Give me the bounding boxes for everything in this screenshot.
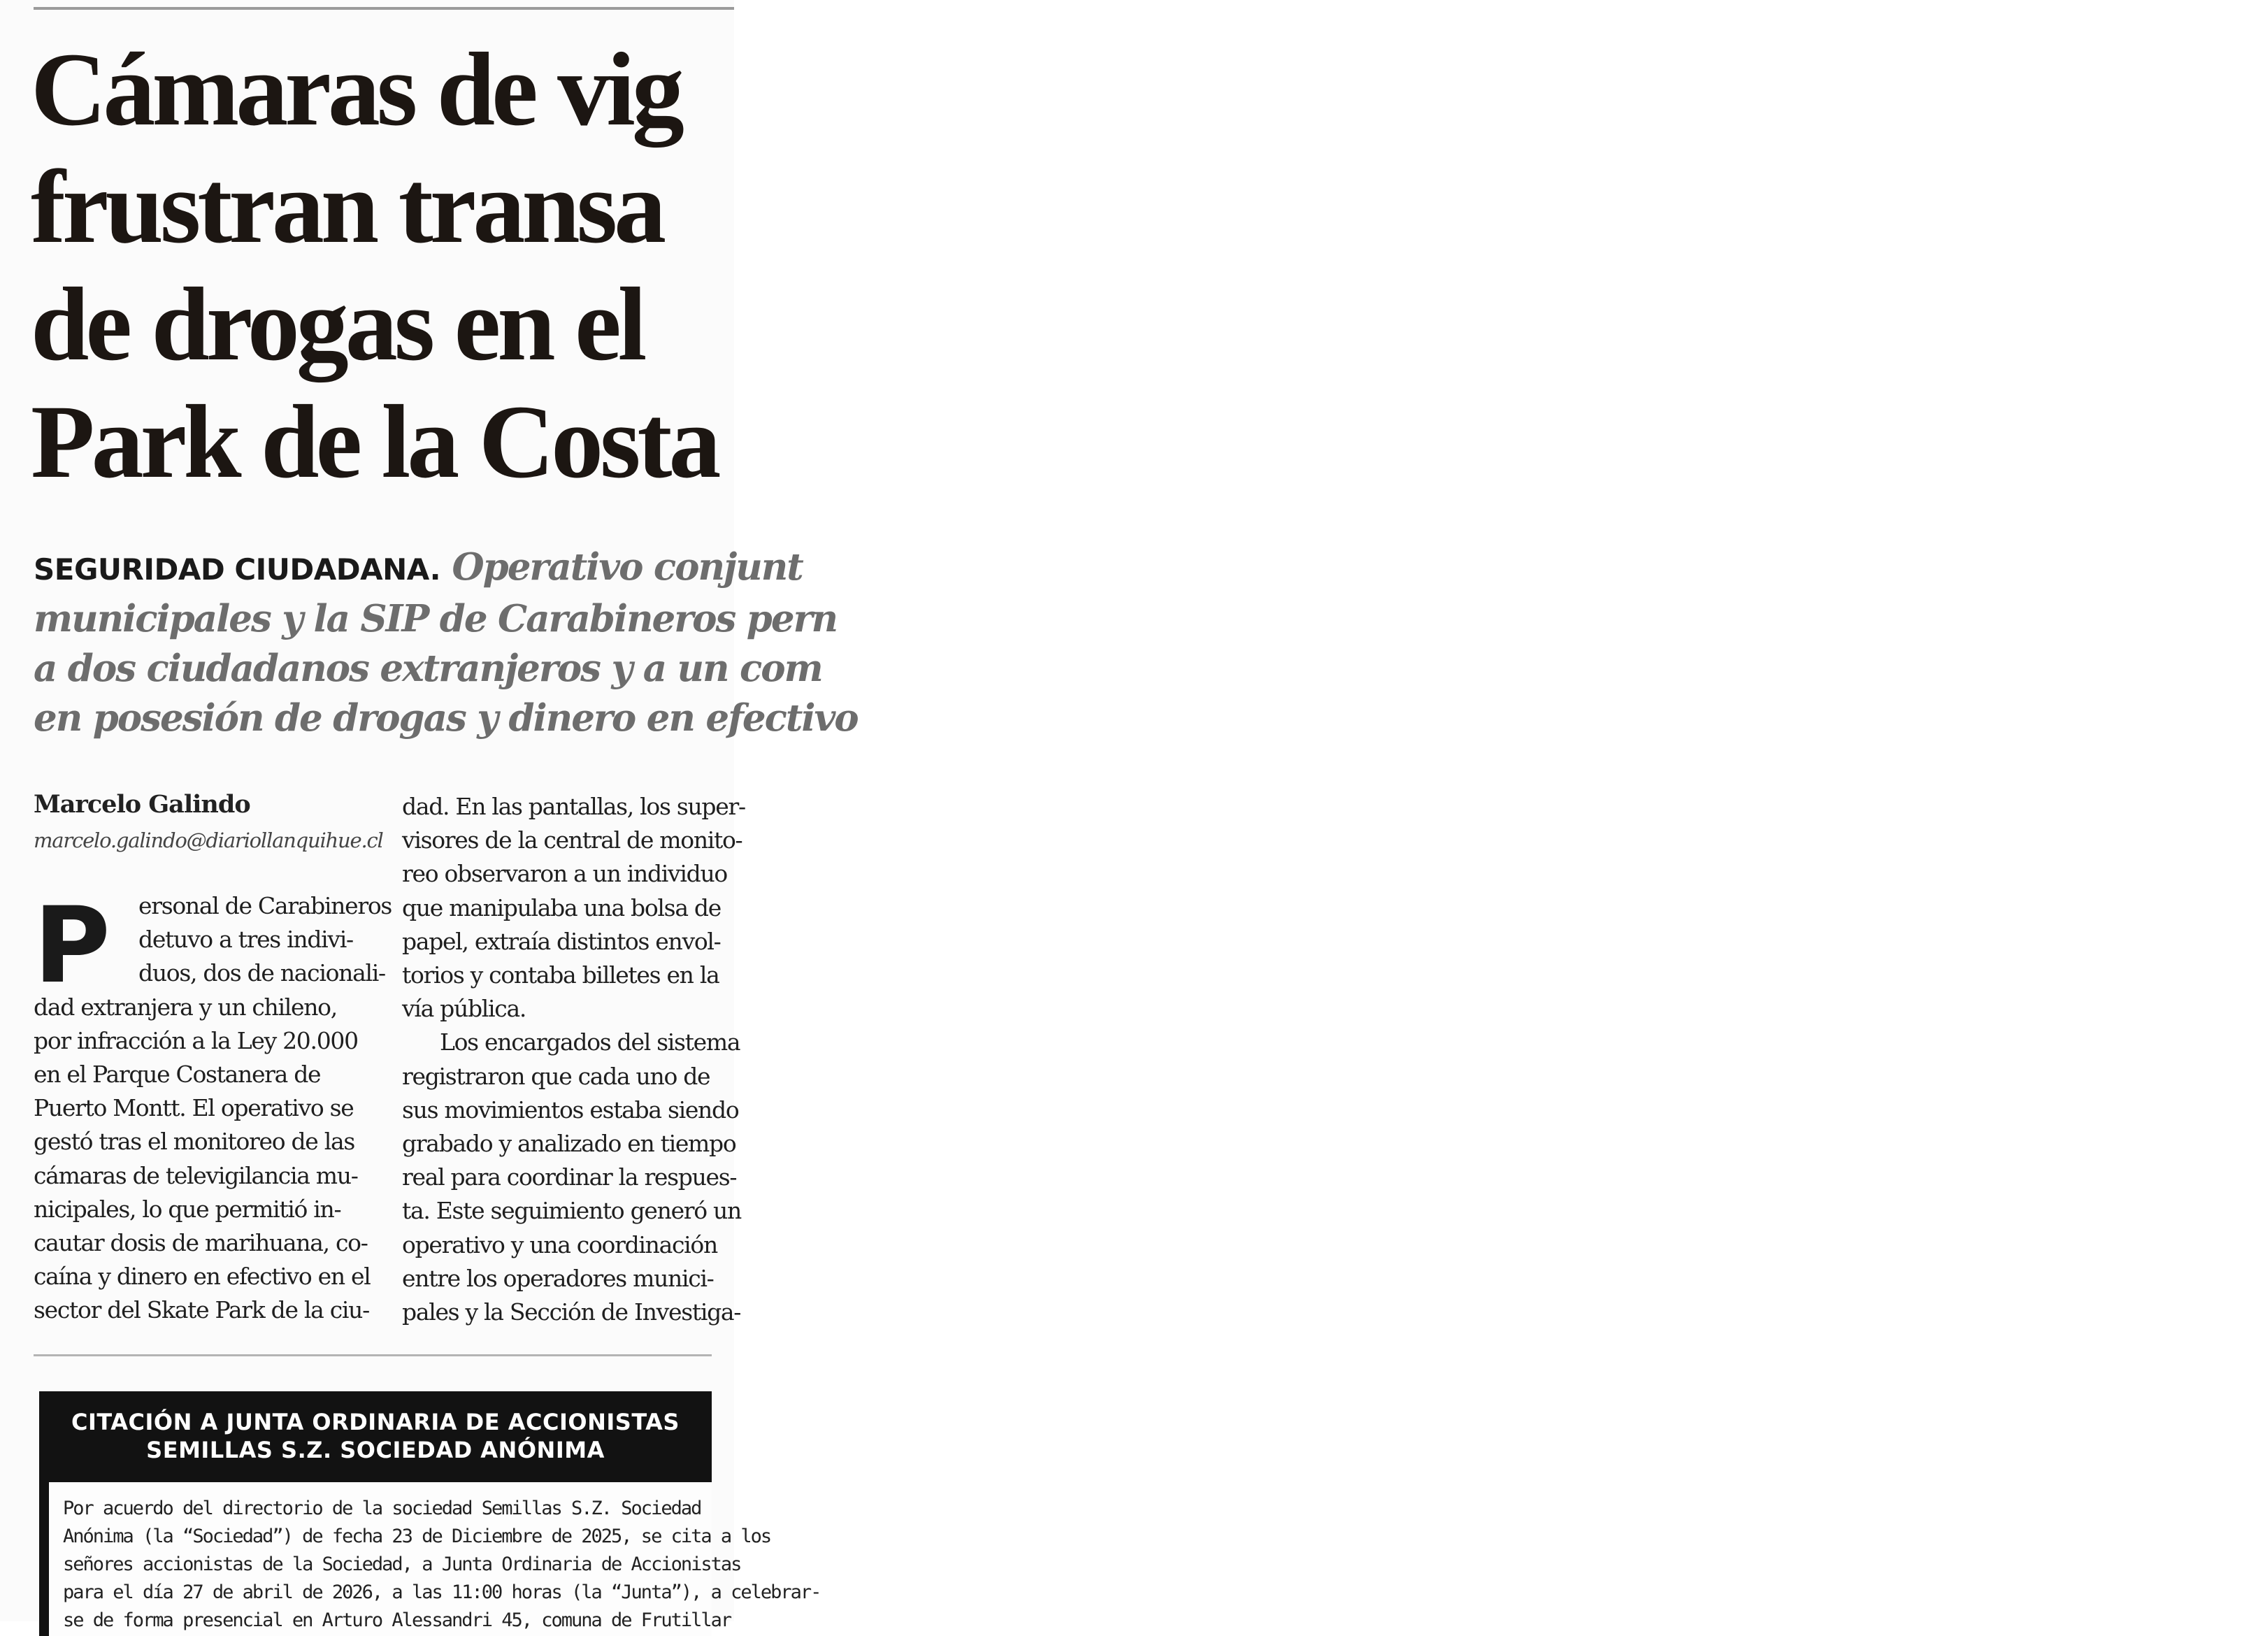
top-divider: [34, 7, 734, 10]
body-line: reo observaron a un individuo: [402, 860, 727, 888]
body-line: registraron que cada uno de: [402, 1062, 710, 1090]
body-line: por infracción a la Ley 20.000: [34, 1026, 358, 1054]
body-line: caína y dinero en efectivo en el: [34, 1263, 371, 1291]
body-line: entre los operadores munici-: [402, 1264, 714, 1292]
notice-text: [63, 1495, 821, 1635]
body-line: que manipulaba una bolsa de: [402, 894, 721, 921]
body-line: visores de la central de monito-: [402, 826, 742, 854]
notice-title: CITACIÓN A JUNTA ORDINARIA DE ACCIONISTAS: [71, 1409, 680, 1435]
newspaper-clipping: [0, 0, 858, 1631]
section-divider: [34, 1354, 712, 1356]
body-line: operativo y una coordinación: [402, 1230, 717, 1258]
deck-line-text: Operativo conjunt: [452, 545, 803, 589]
deck-line: en posesión de drogas y dinero en efectivo: [34, 696, 858, 740]
body-line: sector del Skate Park de la ciu-: [34, 1296, 369, 1324]
body-line: gestó tras el monitoreo de las: [34, 1128, 354, 1156]
deck-line: municipales y la SIP de Carabineros pern: [34, 597, 838, 640]
author-name: Marcelo Galindo: [34, 790, 250, 819]
body-line: detuvo a tres indivi-: [138, 926, 353, 954]
body-line: Los encargados del sistema: [440, 1028, 740, 1056]
body-line: cámaras de televigilancia mu-: [34, 1161, 358, 1189]
notice-line: Anónima (la “Sociedad”) de fecha 23 de Diciembre de 2025, se cita a los: [63, 1526, 771, 1547]
body-line: pales y la Sección de Investiga-: [402, 1298, 741, 1326]
notice-subtitle: SEMILLAS S.Z. SOCIEDAD ANÓNIMA: [146, 1437, 605, 1463]
author-email: marcelo.galindo@diariollanquihue.cl: [34, 828, 383, 852]
body-line: papel, extraía distintos envol-: [402, 927, 721, 955]
notice-line: se de forma presencial en Arturo Alessandri 45, comuna de Frutillar: [63, 1609, 731, 1631]
body-line: vía pública.: [402, 995, 526, 1023]
body-line: en el Parque Costanera de: [34, 1061, 321, 1089]
headline: [31, 31, 717, 501]
body-line: nicipales, lo que permitió in-: [34, 1195, 341, 1223]
headline-line: frustran transa: [31, 149, 663, 265]
headline-line: Cámaras de vig: [31, 31, 681, 148]
headline-line: de drogas en el: [31, 266, 644, 382]
notice-line: señores accionistas de la Sociedad, a Junta Ordinaria de Accionistas: [63, 1554, 741, 1575]
body-line: torios y contaba billetes en la: [402, 961, 719, 989]
deck-line: a dos ciudadanos extranjeros y a un com: [34, 647, 822, 690]
section-kicker: SEGURIDAD CIUDADANA.: [34, 552, 441, 587]
deck-line: [34, 543, 858, 594]
article-column-1: [34, 885, 392, 1328]
notice-line: para el día 27 de abril de 2026, a las 11:00 horas (la “Junta”), a celebrar-: [63, 1581, 821, 1603]
deck-subheading: [34, 543, 858, 743]
body-line: Puerto Montt. El operativo se: [34, 1094, 354, 1122]
body-line: sus movimientos estaba siendo: [402, 1096, 739, 1124]
headline-line: Park de la Costa: [31, 384, 718, 500]
article-column-2: [402, 790, 745, 1329]
body-line: duos, dos de nacionali-: [138, 959, 385, 987]
body-line: ta. Este seguimiento generó un: [402, 1197, 741, 1225]
notice-title-box: [39, 1391, 712, 1482]
drop-cap: P: [34, 885, 110, 1007]
body-line: dad extranjera y un chileno,: [34, 993, 337, 1021]
body-line: cautar dosis de marihuana, co-: [34, 1229, 368, 1257]
body-line: real para coordinar la respues-: [402, 1163, 737, 1191]
body-line: grabado y analizado en tiempo: [402, 1130, 736, 1158]
body-line: ersonal de Carabineros: [138, 892, 392, 919]
body-line: dad. En las pantallas, los super-: [402, 793, 745, 820]
notice-line: Por acuerdo del directorio de la sociedad Semillas S.Z. Sociedad: [63, 1498, 701, 1519]
